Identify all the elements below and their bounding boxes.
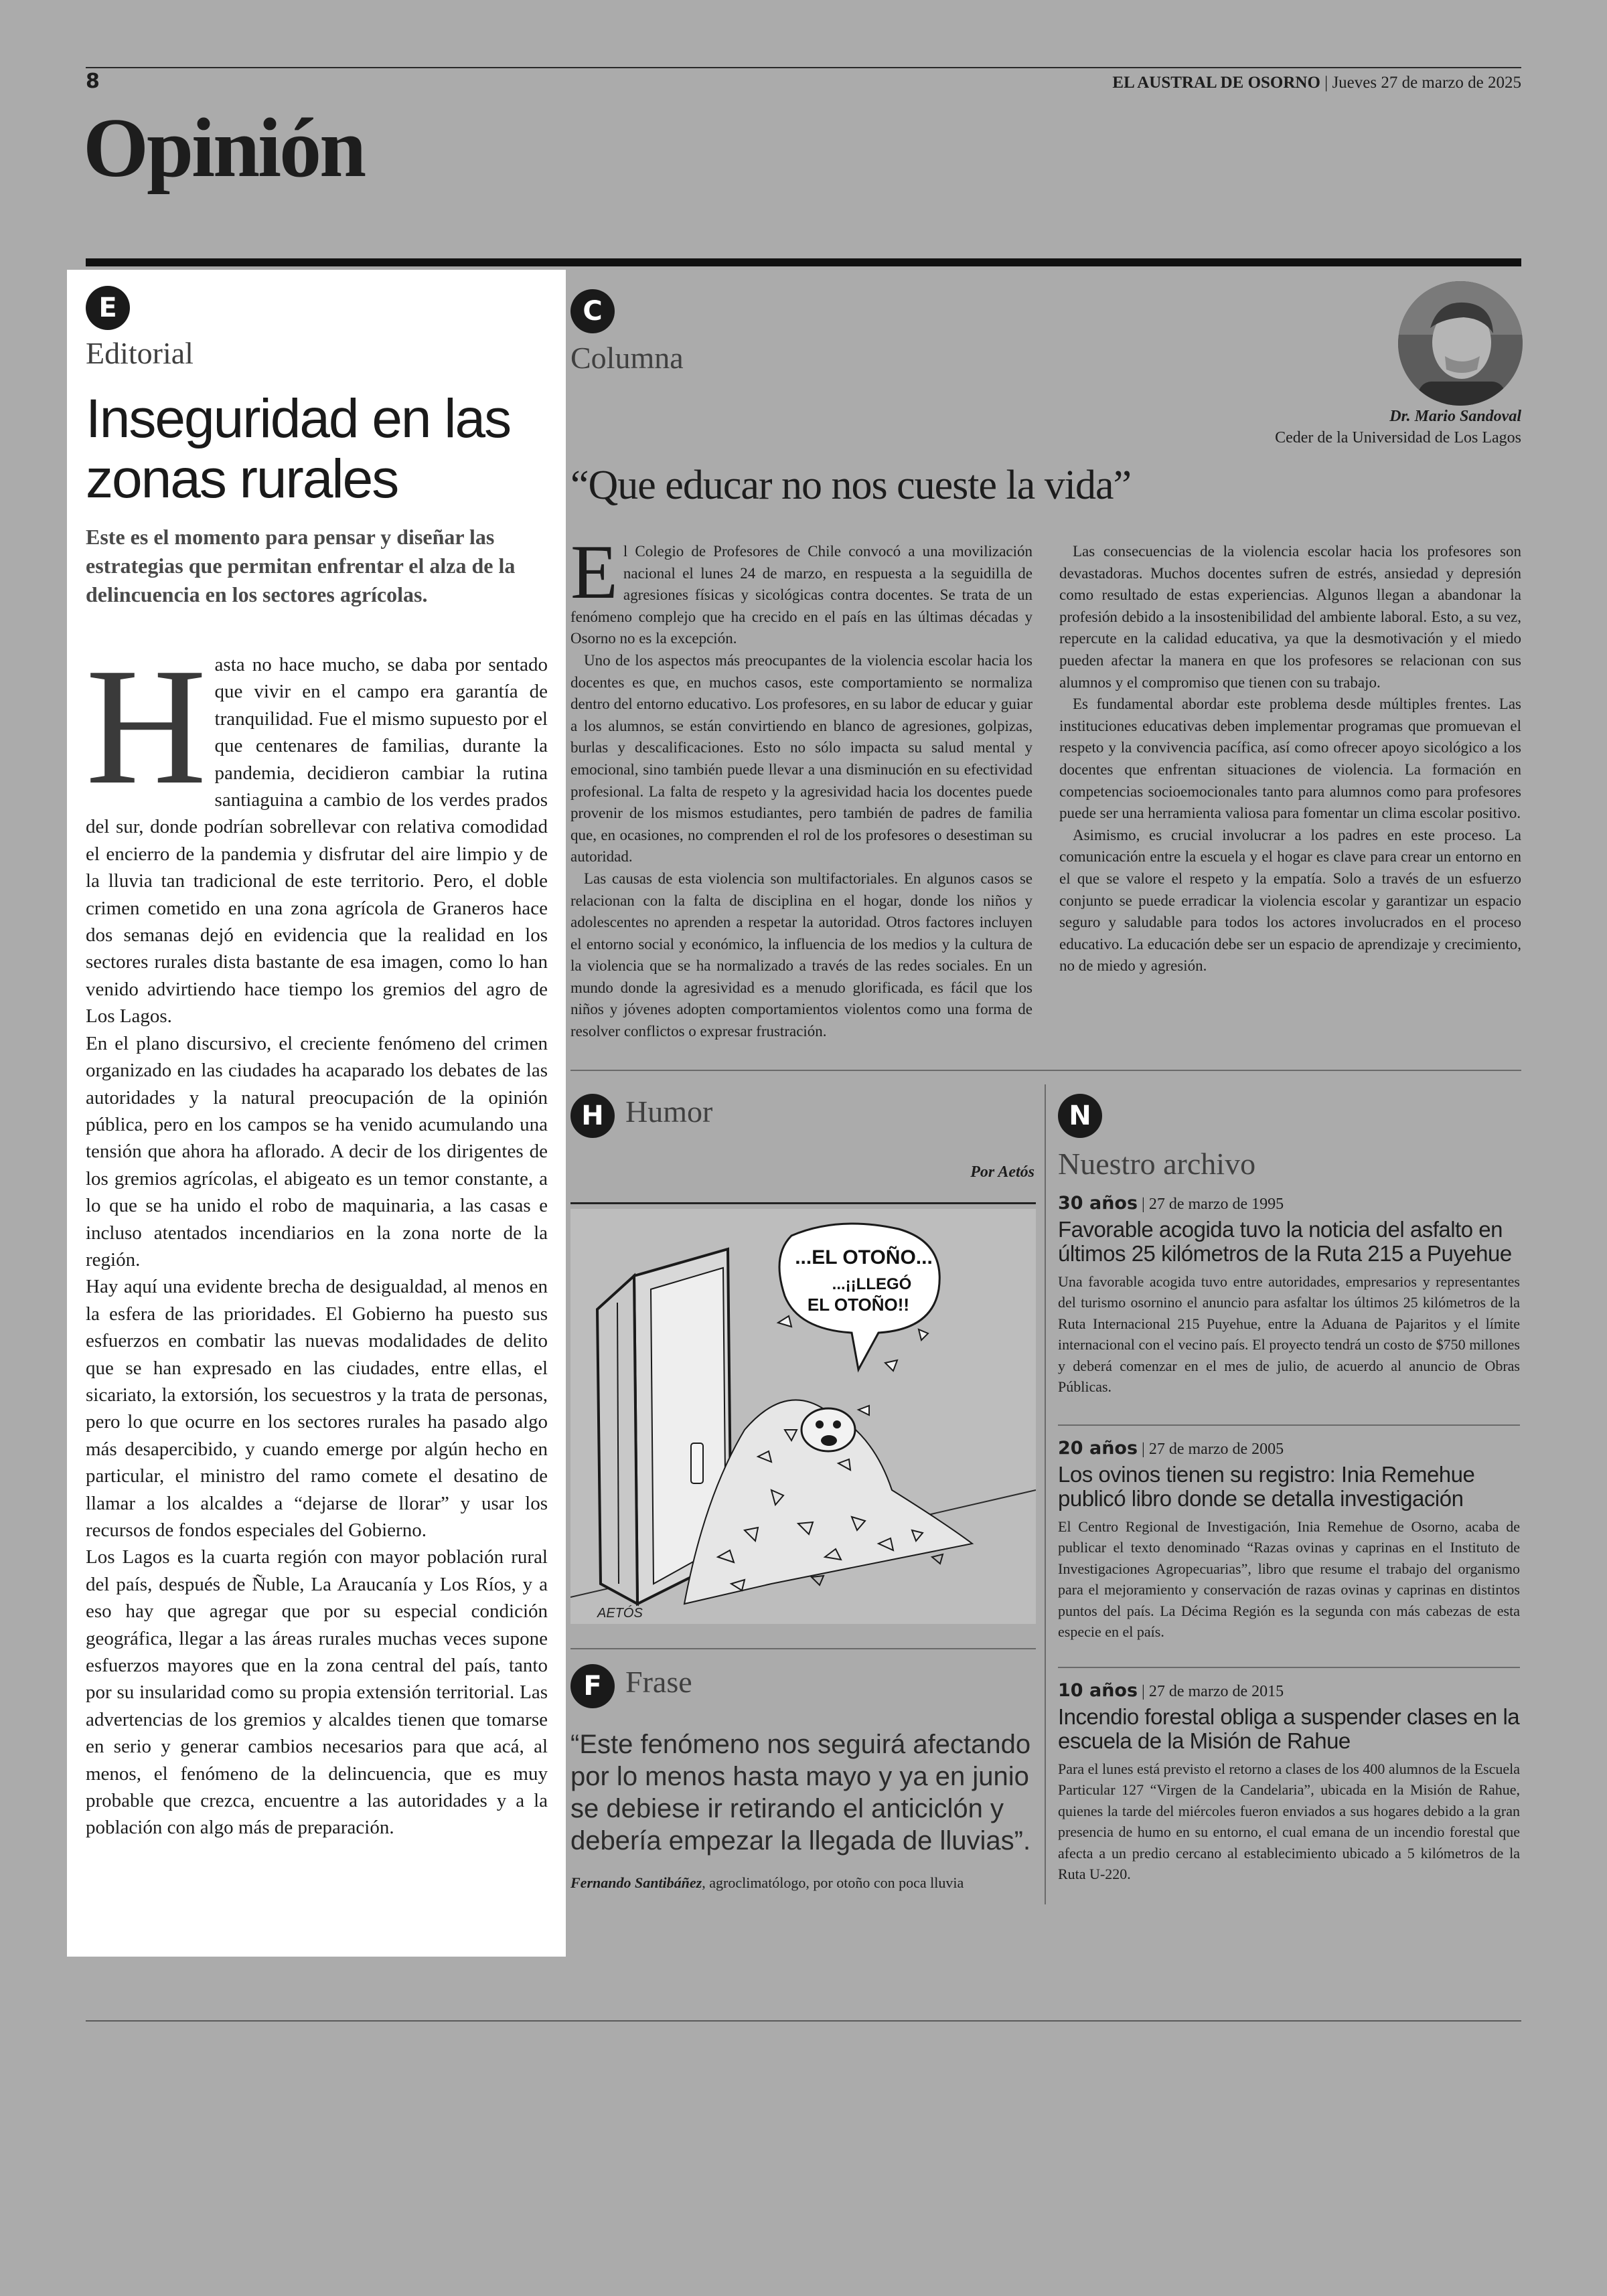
page-number: 8 — [86, 70, 100, 93]
archive-item — [1058, 1193, 1520, 1397]
issue-date: Jueves 27 de marzo de 2025 — [1332, 74, 1521, 92]
frase-badge: F — [570, 1664, 615, 1708]
column-divider — [570, 1070, 1521, 1071]
column-paragraph: Las causas de esta violencia son multifactoriales. En algunos casos se relacionan con la falta de disciplina en el hogar, donde los niños y adolescentes no aprenden a respetar la autoridad. Otros factores incluyen el entorno social y económico, la influencia de los medios y la cultura de la violencia que se ha normalizado a través de las redes sociales. En un mundo donde la agresividad es a menudo glorificada, es fácil que los niños y jóvenes adopten comportamientos violentos como una forma de resolver conflictos o expresar frustración. — [570, 870, 1032, 1040]
archive-item-title: Los ovinos tienen su registro: Inia Remehue publicó libro donde se detalla investigación — [1058, 1462, 1475, 1511]
archive-divider — [1058, 1667, 1520, 1668]
bubble-line-3: EL OTOÑO!! — [807, 1295, 910, 1315]
column-dropcap: E — [570, 529, 618, 615]
column-title: “Que educar no nos cueste la vida” — [570, 463, 1132, 508]
column-paragraph: Las consecuencias de la violencia escolar hacia los profesores son devastadoras. Muchos docentes sufren de estrés, ansiedad y depresión como resultado de estas experiencias. Algunos llegan a abandonar la profesión debido a la insostenibilidad del ambiente laboral. Esto, a su vez, repercute en la calidad educativa, ya que la desmotivación y el miedo pueden afectar la manera en que los profesores se relacionan con sus alumnos y el compromiso que tienen con su trabajo. — [1059, 543, 1521, 691]
frase-quote: “Este fenómeno nos seguirá afectando por lo menos hasta mayo y ya en junio se debiese ir retirando el anticiclón y debería empezar la llegada de lluvias”. — [570, 1730, 1031, 1856]
archive-item-title: Incendio forestal obliga a suspender clases en la escuela de la Misión de Rahue — [1058, 1704, 1520, 1753]
humor-byline: Por Aetós — [970, 1163, 1035, 1181]
bubble-line-2: ...¡¡LLEGÓ — [832, 1275, 912, 1293]
archive-badge: N — [1058, 1094, 1102, 1138]
editorial-badge: E — [86, 286, 130, 330]
frase-author: Fernando Santibáñez — [570, 1874, 702, 1891]
masthead: EL AUSTRAL DE OSORNO | Jueves 27 de marzo de 2025 — [1112, 74, 1521, 92]
column-paragraph: Es fundamental abordar este problema desde múltiples frentes. Las instituciones educativas deben implementar programas que promuevan el respeto y la convivencia pacífica, así como ofrecer apoyo sicológico a los docentes que enfrentan situaciones de violencia. La formación en competencias socioemocionales tanto para alumnos como para profesores puede ser una herramienta valiosa para fomentar un clima escolar positivo. — [1059, 695, 1521, 822]
editorial-paragraph: Hay aquí una evidente brecha de desigualdad, al menos en la esfera de las prioridades. El Gobierno ha puesto sus esfuerzos en combatir las nuevas modalidades de delito que se han expresado en las ciudades, entre ellas, el sicariato, la extorsión, los secuestros y la trata de personas, pero lo que ocurre en los sectores rurales ha pasado algo más desapercibido, y cuando emerge por algún hecho en particular, el ministro del ramo comete el desatino de llamar a los alcaldes a “dejarse de llorar” y usar los recursos de fondos especiales del Gobierno. — [86, 1276, 548, 1541]
frase-citation — [570, 1874, 1039, 1892]
cartoon-signature: AETÓS — [597, 1606, 643, 1621]
archive-item — [1058, 1438, 1520, 1642]
humor-rule — [570, 1202, 1036, 1204]
column-author — [1275, 406, 1521, 448]
archive-date: 27 de marzo de 2015 — [1148, 1683, 1284, 1700]
humor-cartoon — [570, 1209, 1036, 1624]
archive-divider — [1058, 1424, 1520, 1426]
editorial-panel — [67, 270, 566, 1957]
archive-item-header: 20 años | 27 de marzo de 2005 — [1058, 1438, 1284, 1459]
author-name: Dr. Mario Sandoval — [1389, 408, 1521, 425]
editorial-body — [86, 634, 548, 1841]
column-paragraph — [570, 529, 1032, 650]
archive-item-header: 10 años | 27 de marzo de 2015 — [1058, 1680, 1284, 1701]
editorial-title: Inseguridad en las zonas rurales — [86, 388, 511, 509]
archive-date: 27 de marzo de 2005 — [1148, 1441, 1284, 1458]
section-title: Opinión — [83, 102, 365, 195]
archive-item-title: Favorable acogida tuvo la noticia del asfalto en últimos 25 kilómetros de la Ruta 215 a Puyehue — [1058, 1217, 1512, 1266]
editorial-paragraph: Los Lagos es la cuarta región con mayor población rural del país, después de Ñuble, La Araucanía y Los Ríos, y a eso hay que agregar que por su especial condición geográfica, llegar a las áreas rurales muchas veces supone esfuerzos mayores que en la zona central del país, tanto por su insularidad como su propia extensión territorial. Las advertencias de los gremios y alcaldes tienen que tomarse en serio y generar cambios necesarios para que acá, al menos, el fenómeno de la delincuencia, que es muy probable que crezca, encuentre a las autoridades y a la población con algo más de preparación. — [86, 1546, 548, 1839]
archive-label: Nuestro archivo — [1058, 1147, 1256, 1181]
archive-date: 27 de marzo de 1995 — [1148, 1196, 1284, 1213]
column-body — [570, 529, 1521, 1060]
archive-item-text: El Centro Regional de Investigación, Inia Remehue de Osorno, acaba de publicar el texto denominado “Razas ovinas y caprinas en el Instituto de Investigaciones Agropecuarias”, libro que resume el trabajo del organismo para el mejoramiento y conservación de razas ovinas y caprinas en distintos puntos del país. La Décima Región es la segunda con más cabezas de esta especie en el país. — [1058, 1518, 1520, 1641]
author-role: Ceder de la Universidad de Los Lagos — [1275, 429, 1521, 446]
humor-badge: H — [570, 1094, 615, 1138]
editorial-paragraph: asta no hace mucho, se daba por sentado que vivir en el campo era garantía de tranquilidad. Fue el mismo supuesto por el que centenares de familias, durante la pandemia, decidieron cambiar la rutina santiaguina a cambio de los verdes prados del sur, donde podrían sobrellevar con relativa comodidad el encierro de la pandemia y disfrutar del aire limpio y de la lluvia tan tradicional de este territorio. Pero, el doble crimen cometido en una zona agrícola de Graneros hace dos semanas dejó en evidencia que la realidad en los sectores rurales dista bastante de esa imagen, como lo han venido advirtiendo hace tiempo los gremios del agro de Los Lagos. — [86, 654, 548, 1028]
top-rule — [86, 67, 1521, 68]
section-rule — [86, 258, 1521, 266]
author-photo — [1398, 281, 1523, 406]
bubble-line-1: ...EL OTOÑO... — [795, 1246, 933, 1268]
archive-years: 20 años — [1058, 1438, 1138, 1459]
archive-item-header: 30 años | 27 de marzo de 1995 — [1058, 1193, 1284, 1214]
archive-years: 30 años — [1058, 1193, 1138, 1214]
archive-item-text: Una favorable acogida tuvo entre autoridades, empresarios y representantes del turismo osornino el anuncio para asfaltar los últimos 25 kilómetros de la Ruta Internacional 215 Puyehue, entre la Aduana de Pajaritos y el límite internacional con el vecino país. El proyecto tendrá un costo de $750 millones y deberá comenzar en el mes de julio, de acuerdo al anuncio de Obras Públicas. — [1058, 1273, 1520, 1396]
editorial-label: Editorial — [86, 336, 194, 370]
frase-label: Frase — [625, 1665, 692, 1699]
column-paragraph-text: l Colegio de Profesores de Chile convocó a una movilización nacional el lunes 24 de marzo, en respuesta a la seguidilla de agresiones físicas y sicológicas contra docentes. Se trata de un fenómeno complejo que ha crecido en el país en las últimas décadas y Osorno no es la excepción. — [570, 543, 1032, 647]
archive-item — [1058, 1680, 1520, 1884]
column-paragraph: Uno de los aspectos más preocupantes de la violencia escolar hacia los docentes es que, en muchos casos, este comportamiento se normaliza dentro del entorno educativo. Los profesores, en su labor de educar y guiar a los alumnos, se están convirtiendo en blanco de agresiones, golpizas, burlas y descalificaciones. Esto no sólo impacta su salud mental y emocional, sino también puede llevar a una disminución en su efectividad profesional. La falta de respeto y la agresividad hacia los docentes puede provenir de los mismos estudiantes, pero también de padres de familia que, en ocasiones, no comprenden el rol de los profesores o desestiman su autoridad. — [570, 651, 1032, 866]
vertical-divider — [1045, 1084, 1046, 1904]
humor-bottom-rule — [570, 1648, 1036, 1649]
humor-label: Humor — [625, 1094, 713, 1129]
editorial-lead: Este es el momento para pensar y diseñar las estrategias que permitan enfrentar el alza de la delincuencia en los sectores agrícolas. — [86, 525, 516, 606]
editorial-paragraph: En el plano discursivo, el creciente fenómeno del crimen organizado en las ciudades ha acaparado los debates de las autoridades y la natural preocupación de la opinión pública, pero en los campos se ha venido acumulando una tensión que ahora ha aflorado. A decir de los dirigentes de los gremios agrícolas, el abigeato es un temor constante, a lo que se ha unido el robo de maquinaria, a las casas e incluso atentados incendiarios en la zona norte de la región. — [86, 1032, 548, 1270]
editorial-dropcap: H — [86, 634, 207, 819]
archive-item-text: Para el lunes está previsto el retorno a clases de los 400 alumnos de la Escuela Particular 127 “Virgen de la Candelaria”, ubicada en la Misión de Rahue, quienes la tarde del miércoles fueron enviados a sus hogares debido a la gran presencia de humo en su entorno, el cual emana de un incendio forestal que afecta a un predio cercano al establecimiento ubicado a 5 kilómetros de la Ruta U-220. — [1058, 1760, 1520, 1883]
frase-author-desc: , agroclimatólogo, por otoño con poca lluvia — [702, 1874, 964, 1891]
newspaper-name: EL AUSTRAL DE OSORNO — [1112, 74, 1320, 92]
column-paragraph: Asimismo, es crucial involucrar a los padres en este proceso. La comunicación entre la escuela y el hogar es clave para crear un entorno en el que se valore el respeto y la empatía. Solo a través de un esfuerzo conjunto se puede erradicar la violencia escolar y garantizar un espacio seguro y saludable para todos los actores involucrados en el proceso educativo. La educación debe ser un espacio de aprendizaje y crecimiento, no de miedo y agresión. — [1059, 826, 1521, 975]
column-badge: C — [570, 289, 615, 333]
archive-years: 10 años — [1058, 1680, 1138, 1701]
column-label: Columna — [570, 341, 684, 375]
bottom-rule — [86, 2020, 1521, 2022]
